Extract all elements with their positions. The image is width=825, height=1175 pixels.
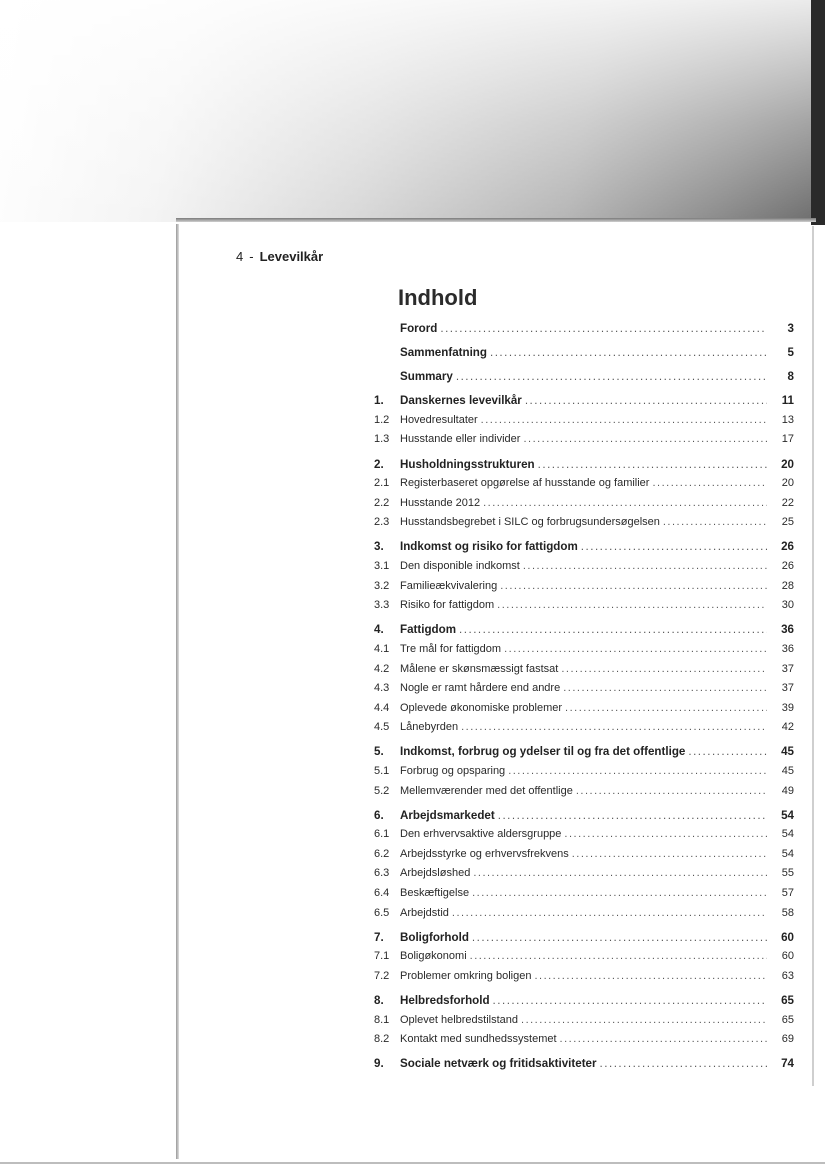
toc-entry-label: Summary <box>400 370 453 384</box>
page-bottom-edge <box>0 1162 825 1164</box>
toc-entry-label: Husstande eller individer <box>400 433 521 446</box>
toc-entry-label: Boligøkonomi <box>400 950 467 963</box>
toc-group <box>374 394 794 453</box>
toc-entry-page: 17 <box>781 433 794 446</box>
toc-entry-number: 7.2 <box>374 969 390 982</box>
toc-entry-page: 58 <box>781 906 794 919</box>
toc-section-entry[interactable] <box>374 1033 794 1053</box>
toc-section-entry[interactable] <box>374 560 794 580</box>
toc-entry-number: 2.3 <box>374 516 390 529</box>
toc-entry-page: 26 <box>781 540 794 554</box>
toc-entry-page: 60 <box>781 930 794 944</box>
toc-entry-page: 42 <box>781 721 794 734</box>
toc-dot-leader <box>483 497 767 509</box>
toc-entry-number: 4.2 <box>374 662 390 675</box>
toc-chapter-entry[interactable] <box>374 994 794 1014</box>
toc-chapter-entry[interactable] <box>374 809 794 829</box>
toc-entry-label: Husholdningsstrukturen <box>400 457 535 471</box>
toc-entry-page: 20 <box>781 477 794 490</box>
toc-entry-number: 2.1 <box>374 477 390 490</box>
toc-entry-number: 2. <box>374 457 384 471</box>
toc-entry-label: Forbrug og opsparing <box>400 764 506 777</box>
toc-entry-page: 54 <box>781 828 794 841</box>
toc-section-entry[interactable] <box>374 721 794 741</box>
toc-section-entry[interactable] <box>374 497 794 517</box>
toc-chapter-entry[interactable] <box>374 370 794 390</box>
toc-entry-page: 55 <box>781 867 794 880</box>
page-top-edge <box>176 218 816 222</box>
toc-entry-page: 45 <box>781 764 794 777</box>
toc-section-entry[interactable] <box>374 907 794 927</box>
toc-entry-label: Hovedresultater <box>400 413 478 426</box>
toc-entry-page: 65 <box>781 994 794 1007</box>
toc-dot-leader <box>490 346 767 359</box>
toc-entry-label: Arbejdsstyrke og erhvervsfrekvens <box>400 847 569 860</box>
page-number: 4 <box>236 249 244 264</box>
toc-section-entry[interactable] <box>374 887 794 907</box>
toc-entry-label: Oplevede økonomiske problemer <box>400 701 563 714</box>
toc-dot-leader <box>473 867 767 879</box>
toc-entry-number: 4.3 <box>374 682 390 695</box>
scanner-shadow <box>0 0 825 222</box>
toc-entry-number: 6.2 <box>374 847 390 860</box>
toc-chapter-entry[interactable] <box>374 458 794 478</box>
toc-dot-leader <box>461 721 767 733</box>
toc-chapter-entry[interactable] <box>374 394 794 414</box>
toc-entry-page: 25 <box>781 516 794 529</box>
running-head <box>236 249 323 264</box>
toc-entry-number: 6.3 <box>374 867 390 880</box>
toc-group <box>374 540 794 618</box>
toc-dot-leader <box>565 702 767 714</box>
toc-entry-page: 11 <box>781 394 794 408</box>
toc-entry-label: Den erhvervsaktive aldersgruppe <box>400 828 562 841</box>
toc-entry-label: Kontakt med sundhedssystemet <box>400 1033 557 1046</box>
toc-group <box>374 346 794 366</box>
toc-entry-label: Mellemværender med det offentlige <box>400 784 573 797</box>
toc-dot-leader <box>493 994 767 1007</box>
toc-section-entry[interactable] <box>374 516 794 536</box>
toc-chapter-entry[interactable] <box>374 1057 794 1077</box>
toc-section-entry[interactable] <box>374 682 794 702</box>
toc-entry-number: 3.3 <box>374 599 390 612</box>
toc-entry-label: Sociale netværk og fritidsaktiviteter <box>400 1057 597 1071</box>
toc-entry-number: 4.5 <box>374 721 390 734</box>
toc-entry-page: 36 <box>781 642 794 655</box>
toc-entry-number: 4.4 <box>374 701 390 714</box>
toc-entry-label: Helbredsforhold <box>400 994 490 1007</box>
toc-dot-leader <box>572 848 767 860</box>
toc-section-entry[interactable] <box>374 765 794 785</box>
toc-dot-leader <box>576 785 767 797</box>
toc-entry-label: Boligforhold <box>400 930 469 944</box>
toc-entry-number: 5. <box>374 745 384 759</box>
toc-entry-label: Forord <box>400 322 438 335</box>
toc-dot-leader <box>581 540 767 553</box>
toc-entry-label: Tre mål for fattigdom <box>400 642 502 655</box>
toc-section-entry[interactable] <box>374 663 794 683</box>
toc-entry-label: Familieækvivalering <box>400 579 498 592</box>
toc-entry-page: 45 <box>781 745 794 759</box>
toc-entry-number: 6.1 <box>374 828 390 841</box>
toc-entry-page: 39 <box>781 701 794 714</box>
toc-entry-label: Arbejdstid <box>400 906 449 919</box>
running-head-title: Levevilkår <box>259 249 324 264</box>
toc-group <box>374 623 794 741</box>
toc-group <box>374 1057 794 1077</box>
toc-entry-number: 3. <box>374 540 384 554</box>
toc-section-entry[interactable] <box>374 950 794 970</box>
toc-chapter-entry[interactable] <box>374 931 794 951</box>
toc-group <box>374 931 794 990</box>
toc-dot-leader <box>652 477 767 489</box>
toc-section-entry[interactable] <box>374 580 794 600</box>
page-right-edge <box>812 226 814 1086</box>
toc-dot-leader <box>561 663 767 675</box>
toc-dot-leader <box>564 828 767 840</box>
toc-entry-label: Målene er skønsmæssigt fastsat <box>400 662 559 675</box>
toc-entry-number: 1.2 <box>374 413 390 426</box>
toc-entry-label: Sammenfatning <box>400 346 487 360</box>
toc-group <box>374 994 794 1053</box>
toc-dot-leader <box>459 623 767 636</box>
toc-dot-leader <box>440 322 767 335</box>
toc-entry-label: Indkomst og risiko for fattigdom <box>400 540 578 554</box>
toc-dot-leader <box>521 1014 767 1026</box>
toc-entry-number: 8.1 <box>374 1013 390 1026</box>
toc-entry-number: 3.2 <box>374 579 390 592</box>
toc-section-entry[interactable] <box>374 702 794 722</box>
toc-entry-label: Beskæftigelse <box>400 887 470 900</box>
toc-entry-number: 5.2 <box>374 784 390 797</box>
toc-chapter-entry[interactable] <box>374 540 794 560</box>
toc-chapter-entry[interactable] <box>374 322 794 342</box>
toc-section-entry[interactable] <box>374 477 794 497</box>
toc-dot-leader <box>600 1057 767 1070</box>
toc-entry-page: 37 <box>781 682 794 695</box>
toc-section-entry[interactable] <box>374 643 794 663</box>
toc-dot-leader <box>470 950 767 962</box>
toc-dot-leader <box>663 516 767 528</box>
toc-group <box>374 809 794 927</box>
toc-dot-leader <box>452 907 767 919</box>
toc-dot-leader <box>472 931 767 944</box>
toc-entry-label: Oplevet helbredstilstand <box>400 1013 519 1026</box>
toc-section-entry[interactable] <box>374 433 794 453</box>
toc-entry-page: 57 <box>781 887 794 900</box>
toc-entry-page: 36 <box>781 623 794 637</box>
toc-entry-label: Husstande 2012 <box>400 496 481 509</box>
toc-entry-page: 28 <box>781 579 794 592</box>
toc-dot-leader <box>481 414 767 426</box>
toc-dot-leader <box>538 458 767 471</box>
toc-entry-number: 7. <box>374 930 384 944</box>
toc-dot-leader <box>500 580 767 592</box>
toc-entry-number: 5.1 <box>374 764 390 777</box>
toc-entry-label: Den disponible indkomst <box>400 560 520 573</box>
toc-entry-number: 6. <box>374 808 384 822</box>
toc-entry-number: 3.1 <box>374 560 390 573</box>
toc-entry-page: 37 <box>781 662 794 675</box>
toc-dot-leader <box>497 599 767 611</box>
toc-section-entry[interactable] <box>374 848 794 868</box>
toc-dot-leader <box>456 370 767 383</box>
toc-dot-leader <box>498 809 767 822</box>
toc-entry-number: 7.1 <box>374 950 390 963</box>
toc-entry-number: 8.2 <box>374 1033 390 1046</box>
toc-dot-leader <box>508 765 767 777</box>
toc-chapter-entry[interactable] <box>374 623 794 643</box>
toc-section-entry[interactable] <box>374 414 794 434</box>
toc-entry-label: Risiko for fattigdom <box>400 599 495 612</box>
toc-section-entry[interactable] <box>374 1014 794 1034</box>
toc-dot-leader <box>523 560 767 572</box>
toc-entry-page: 49 <box>781 784 794 797</box>
toc-entry-page: 20 <box>781 457 794 471</box>
toc-entry-number: 2.2 <box>374 496 390 509</box>
toc-dot-leader <box>525 394 767 407</box>
toc-entry-page: 65 <box>781 1013 794 1026</box>
toc-dot-leader <box>560 1033 767 1045</box>
scanner-edge-dark <box>811 0 825 225</box>
toc-entry-page: 69 <box>781 1033 794 1046</box>
toc-dot-leader <box>504 643 767 655</box>
book-spine-edge <box>176 224 179 1159</box>
toc-dot-leader <box>534 970 767 982</box>
toc-entry-label: Problemer omkring boligen <box>400 969 532 982</box>
toc-group <box>374 370 794 390</box>
toc-entry-page: 22 <box>781 496 794 509</box>
toc-entry-number: 4.1 <box>374 642 390 655</box>
toc-group <box>374 458 794 536</box>
toc-group <box>374 322 794 342</box>
toc-entry-page: 26 <box>781 560 794 573</box>
toc-entry-page: 60 <box>781 950 794 963</box>
toc-entry-page: 13 <box>781 413 794 426</box>
toc-entry-page: 3 <box>787 322 794 335</box>
toc-chapter-entry[interactable] <box>374 745 794 765</box>
toc-entry-page: 5 <box>787 346 794 360</box>
toc-entry-number: 4. <box>374 623 384 637</box>
toc-section-entry[interactable] <box>374 970 794 990</box>
toc-entry-page: 63 <box>781 969 794 982</box>
toc-chapter-entry[interactable] <box>374 346 794 366</box>
toc-entry-number: 9. <box>374 1057 384 1071</box>
toc-section-entry[interactable] <box>374 867 794 887</box>
toc-entry-label: Danskernes levevilkår <box>400 394 522 408</box>
toc-entry-label: Indkomst, forbrug og ydelser til og fra det offentlige <box>400 745 686 759</box>
toc-entry-page: 54 <box>781 808 794 822</box>
toc-entry-label: Lånebyrden <box>400 721 459 734</box>
toc-section-entry[interactable] <box>374 785 794 805</box>
toc-section-entry[interactable] <box>374 828 794 848</box>
toc-dot-leader <box>523 433 767 445</box>
toc-entry-number: 1.3 <box>374 433 390 446</box>
toc-group <box>374 745 794 804</box>
toc-entry-number: 1. <box>374 394 384 408</box>
toc-dot-leader <box>472 887 767 899</box>
toc-entry-label: Registerbaseret opgørelse af husstande og familier <box>400 477 650 490</box>
toc-entry-label: Husstandsbegrebet i SILC og forbrugsundersøgelsen <box>400 516 660 529</box>
toc-entry-label: Arbejdsmarkedet <box>400 808 495 822</box>
toc-entry-page: 30 <box>781 599 794 612</box>
toc-section-entry[interactable] <box>374 599 794 619</box>
toc-entry-label: Nogle er ramt hårdere end andre <box>400 682 561 695</box>
toc-entry-page: 8 <box>787 370 794 384</box>
table-of-contents <box>374 322 794 1081</box>
toc-dot-leader <box>688 745 767 758</box>
toc-title: Indhold <box>398 285 478 310</box>
toc-entry-label: Arbejdsløshed <box>400 867 471 880</box>
toc-entry-label: Fattigdom <box>400 623 457 637</box>
toc-entry-number: 8. <box>374 994 384 1007</box>
toc-entry-number: 6.4 <box>374 887 390 900</box>
toc-dot-leader <box>563 682 767 694</box>
running-head-separator: - <box>249 249 254 264</box>
toc-entry-page: 74 <box>781 1057 794 1071</box>
toc-entry-number: 6.5 <box>374 906 390 919</box>
toc-entry-page: 54 <box>781 847 794 860</box>
